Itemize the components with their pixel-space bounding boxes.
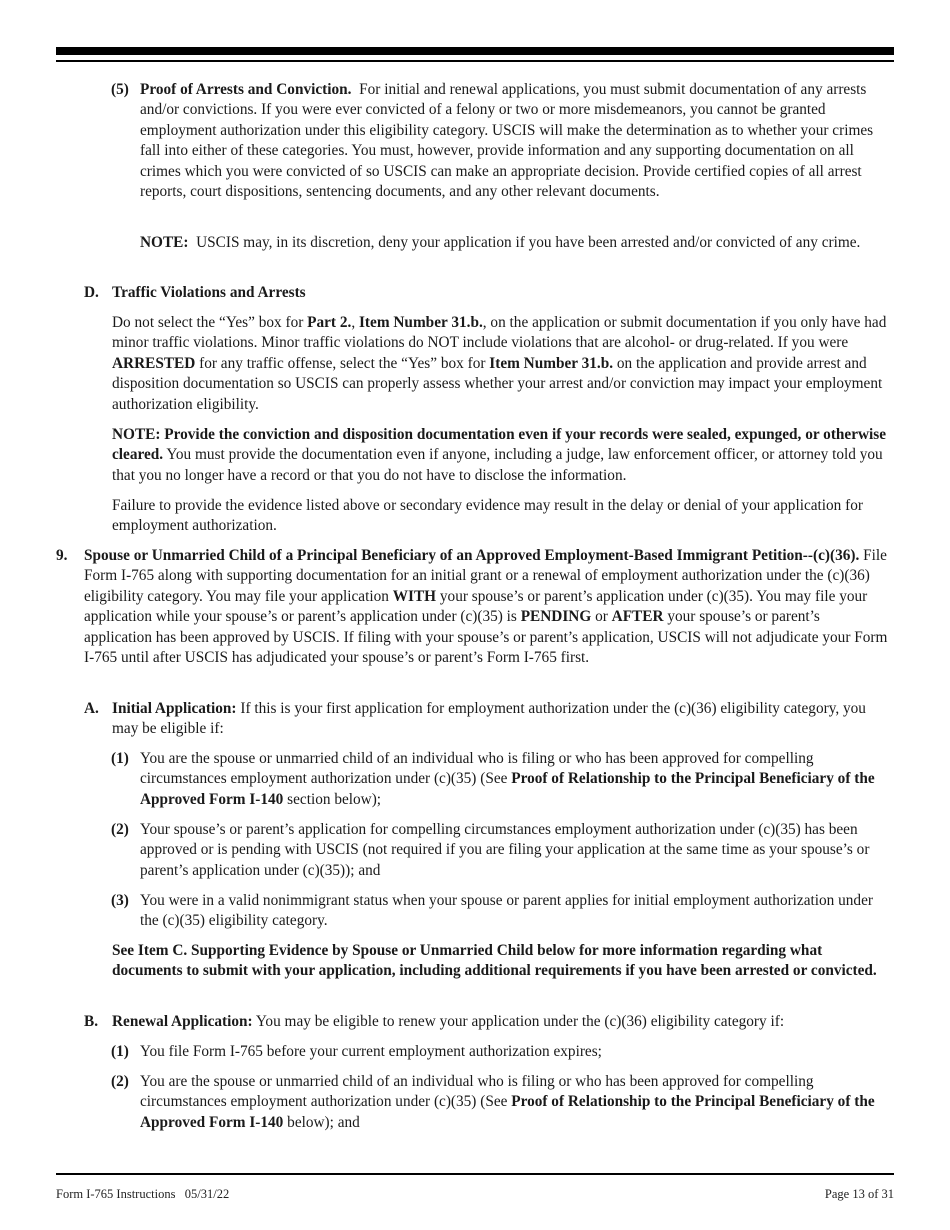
item-9-with: WITH: [392, 587, 437, 605]
section-5-text: [111, 80, 891, 202]
section-d-note-bold: NOTE: Provide the conviction and disposition documentation even if your records were sealed, expunged, or otherwise cleared.: [112, 426, 887, 464]
section-b: [84, 1012, 890, 1032]
section-a-item-1-c: section below);: [283, 790, 382, 808]
section-a-item-1-a: You are the spouse or unmarried child of an individual who is filing or who has been approved for compelling circumstances employment authorization under (c)(35) (See: [140, 750, 814, 788]
item-9-title: Spouse or Unmarried Child of a Principal Beneficiary of an Approved Employment-Based Immigrant Petition--(c)(36).: [84, 547, 860, 564]
section-5-title: Proof of Arrests and Conviction.: [140, 81, 352, 98]
section-5-note-label: NOTE:: [140, 234, 189, 251]
footer-rule: [56, 1173, 894, 1175]
section-d-p3: Failure to provide the evidence listed above or secondary evidence may result in the delay or denial of your application for employment authorization.: [112, 497, 863, 535]
header-rule-thick: [56, 47, 894, 55]
section-d-paragraph-1: [112, 313, 890, 415]
section-a-item-3-text: You were in a valid nonimmigrant status when your spouse or parent applies for initial employment authorization under the (c)(35) eligibility category.: [140, 892, 873, 930]
section-d-p1-arrested: ARRESTED: [112, 354, 196, 372]
item-9-b1: File Form I-765 along with supporting documentation for an initial grant or a renewal of employment authorization under the (c)(36) eligibility category. You may file your application: [84, 547, 887, 605]
section-a-item-3-label: (3): [111, 892, 129, 909]
section-5-label: (5): [111, 81, 129, 98]
section-d-heading: [84, 283, 891, 303]
section-a-item-2-text: Your spouse’s or parent’s application for compelling circumstances employment authorization under (c)(35) has been approved or is pending with USCIS (not required if you are filing your application at the same time as your spouse’s or parent’s application under (c)(35)); and: [140, 821, 870, 879]
item-9-pending: PENDING: [520, 608, 592, 626]
section-a-title: Initial Application:: [112, 700, 237, 717]
section-a-body: If this is your first application for employment authorization under the (c)(36) eligibility category, you may be eligible if:: [112, 700, 866, 738]
footer-page-number: Page 13 of 31: [824, 1187, 894, 1201]
section-5-proof-of-arrests: [111, 80, 891, 202]
section-d-p1-item-2: Item Number 31.b.: [489, 354, 614, 372]
section-a-label: A.: [84, 700, 99, 717]
section-d-note: [112, 425, 892, 486]
section-d-p1-g: for any traffic offense, select the “Yes” box for: [195, 354, 490, 372]
section-5-note-body: USCIS may, in its discretion, deny your application if you have been arrested and/or convicted of any crime.: [196, 234, 861, 251]
section-d-p1-item: Item Number 31.b.: [358, 314, 483, 331]
section-d-p1-c: ,: [351, 314, 359, 331]
item-9: [56, 546, 890, 668]
section-b-item-2-label: (2): [111, 1073, 129, 1090]
section-b-item-1-label: (1): [111, 1043, 129, 1060]
section-b-item-2-a: You are the spouse or unmarried child of an individual who is filing or who has been approved for compelling circumstances employment authorization under (c)(35) (See: [140, 1073, 814, 1111]
section-b-label: B.: [84, 1013, 99, 1030]
section-a-see-text: See Item C. Supporting Evidence by Spouse or Unmarried Child below for more information regarding what documents to submit with your application, including additional requirements if you have been arrested or convicted.: [112, 942, 877, 980]
section-d-p1-i: on the application and provide arrest and disposition documentation so USCIS can properly assess whether your arrest and/or conviction may impact your employment authorization eligibility.: [112, 354, 883, 413]
section-a-see-note: [112, 941, 882, 982]
section-a-item-1-label: (1): [111, 750, 129, 767]
section-b-item-2: [111, 1072, 893, 1133]
section-a: [84, 699, 890, 740]
section-a-item-3: [111, 891, 893, 932]
section-b-item-1-text: You file Form I-765 before your current employment authorization expires;: [140, 1043, 602, 1060]
footer-form-id: Form I-765 Instructions 05/31/22: [56, 1187, 230, 1201]
item-9-or: or: [591, 608, 612, 626]
section-a-item-1: [111, 749, 893, 810]
section-d-title: Traffic Violations and Arrests: [112, 284, 306, 301]
section-d-p1-part: Part 2.: [307, 314, 352, 331]
section-b-body: You may be eligible to renew your application under the (c)(36) eligibility category if:: [252, 1013, 785, 1030]
section-a-item-1-b: Proof of Relationship to the Principal Beneficiary of the Approved Form I-140: [140, 770, 875, 808]
section-d-label: D.: [84, 284, 99, 301]
section-b-item-2-b: Proof of Relationship to the Principal Beneficiary of the Approved Form I-140: [140, 1093, 875, 1131]
item-9-b3: your spouse’s or parent’s application has been approved by USCIS. If filing with your spouse’s or parent’s application, USCIS will not adjudicate your Form I-765 until after USCIS has adjudicated your spouse’s or parent’s Form I-765 first.: [84, 608, 888, 667]
section-d-note-rest: You must provide the documentation even if anyone, including a judge, law enforcement officer, or attorney told you that you no longer have a record or that you do not have to disclose the information.: [112, 446, 883, 484]
section-5-body: For initial and renewal applications, you must submit documentation of any arrests and/or convictions. If you were ever convicted of a felony or two or more misdemeanors, you cannot be granted employment authorization under this eligibility category. USCIS will make the determination as to whether your crimes fall into either of these categories. You must, however, provide information and any supporting documentation on all crimes which you were convicted of so USCIS can make an appropriate decision. Provide certified copies of all arrest reports, court dispositions, sentencing documents, and any other relevant documents.: [140, 81, 874, 201]
section-d-p1-a: Do not select the “Yes” box for: [112, 314, 308, 331]
section-b-item-1: [111, 1042, 893, 1062]
section-a-item-2-label: (2): [111, 821, 129, 838]
section-b-item-2-c: below); and: [283, 1113, 360, 1131]
item-9-label: 9.: [56, 547, 68, 564]
header-rule-thin: [56, 60, 894, 62]
item-9-b2: your spouse’s or parent’s application under (c)(35). You may file your application while your spouse’s or parent’s application under (c)(35) is: [84, 587, 868, 626]
section-5-note: [140, 233, 891, 253]
section-d-p1-e: , on the application or submit documentation if you only have had minor traffic violations. Minor traffic violations do NOT include violations that are alcohol- or drug-related. If you were: [112, 314, 887, 352]
section-b-title: Renewal Application:: [112, 1013, 253, 1030]
item-9-after: AFTER: [611, 608, 664, 626]
section-d-paragraph-3: [112, 496, 890, 537]
section-a-item-2: [111, 820, 893, 881]
